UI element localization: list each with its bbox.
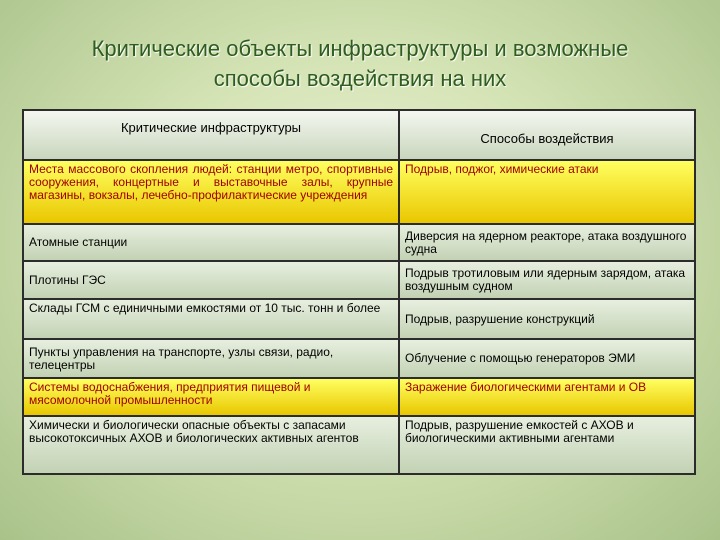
row-2-method: Диверсия на ядерном реакторе, атака воздушного судна	[399, 224, 695, 261]
row-6-object: Системы водоснабжения, предприятия пищевой и мясомолочной промышленности	[23, 378, 399, 416]
table-row	[23, 261, 695, 299]
row-3-method: Подрыв тротиловым или ядерным зарядом, атака воздушным судном	[399, 261, 695, 299]
table-row	[23, 224, 695, 261]
row-5-object: Пункты управления на транспорте, узлы связи, радио, телецентры	[23, 339, 399, 378]
header-infrastructures: Критические инфраструктуры	[23, 110, 399, 160]
row-6-method: Заражение биологическими агентами и ОВ	[399, 378, 695, 416]
page-title	[20, 34, 700, 94]
title-line-2: способы воздействия на них	[213, 66, 507, 91]
table-row	[23, 299, 695, 339]
title-line-1: Критические объекты инфраструктуры и возможные	[91, 36, 629, 61]
row-3-object: Плотины ГЭС	[23, 261, 399, 299]
table-row	[23, 378, 695, 416]
row-2-object: Атомные станции	[23, 224, 399, 261]
header-methods: Способы воздействия	[399, 110, 695, 160]
table-header-row	[23, 110, 695, 160]
table-row	[23, 160, 695, 224]
table-row	[23, 339, 695, 378]
row-4-method: Подрыв, разрушение конструкций	[399, 299, 695, 339]
row-1-method: Подрыв, поджог, химические атаки	[399, 160, 695, 224]
infrastructure-table	[22, 109, 696, 475]
row-4-object: Склады ГСМ с единичными емкостями от 10 тыс. тонн и более	[23, 299, 399, 339]
row-1-object: Места массового скопления людей: станции метро, спортивные сооружения, концертные и выставочные залы, крупные магазины, вокзалы, лечебно-профилактические учреждения	[23, 160, 399, 224]
row-5-method: Облучение с помощью генераторов ЭМИ	[399, 339, 695, 378]
row-7-method: Подрыв, разрушение емкостей с АХОВ и биологическими активными агентами	[399, 416, 695, 474]
row-7-object: Химически и биологически опасные объекты с запасами высокотоксичных АХОВ и биологических активных агентов	[23, 416, 399, 474]
table-row	[23, 416, 695, 474]
